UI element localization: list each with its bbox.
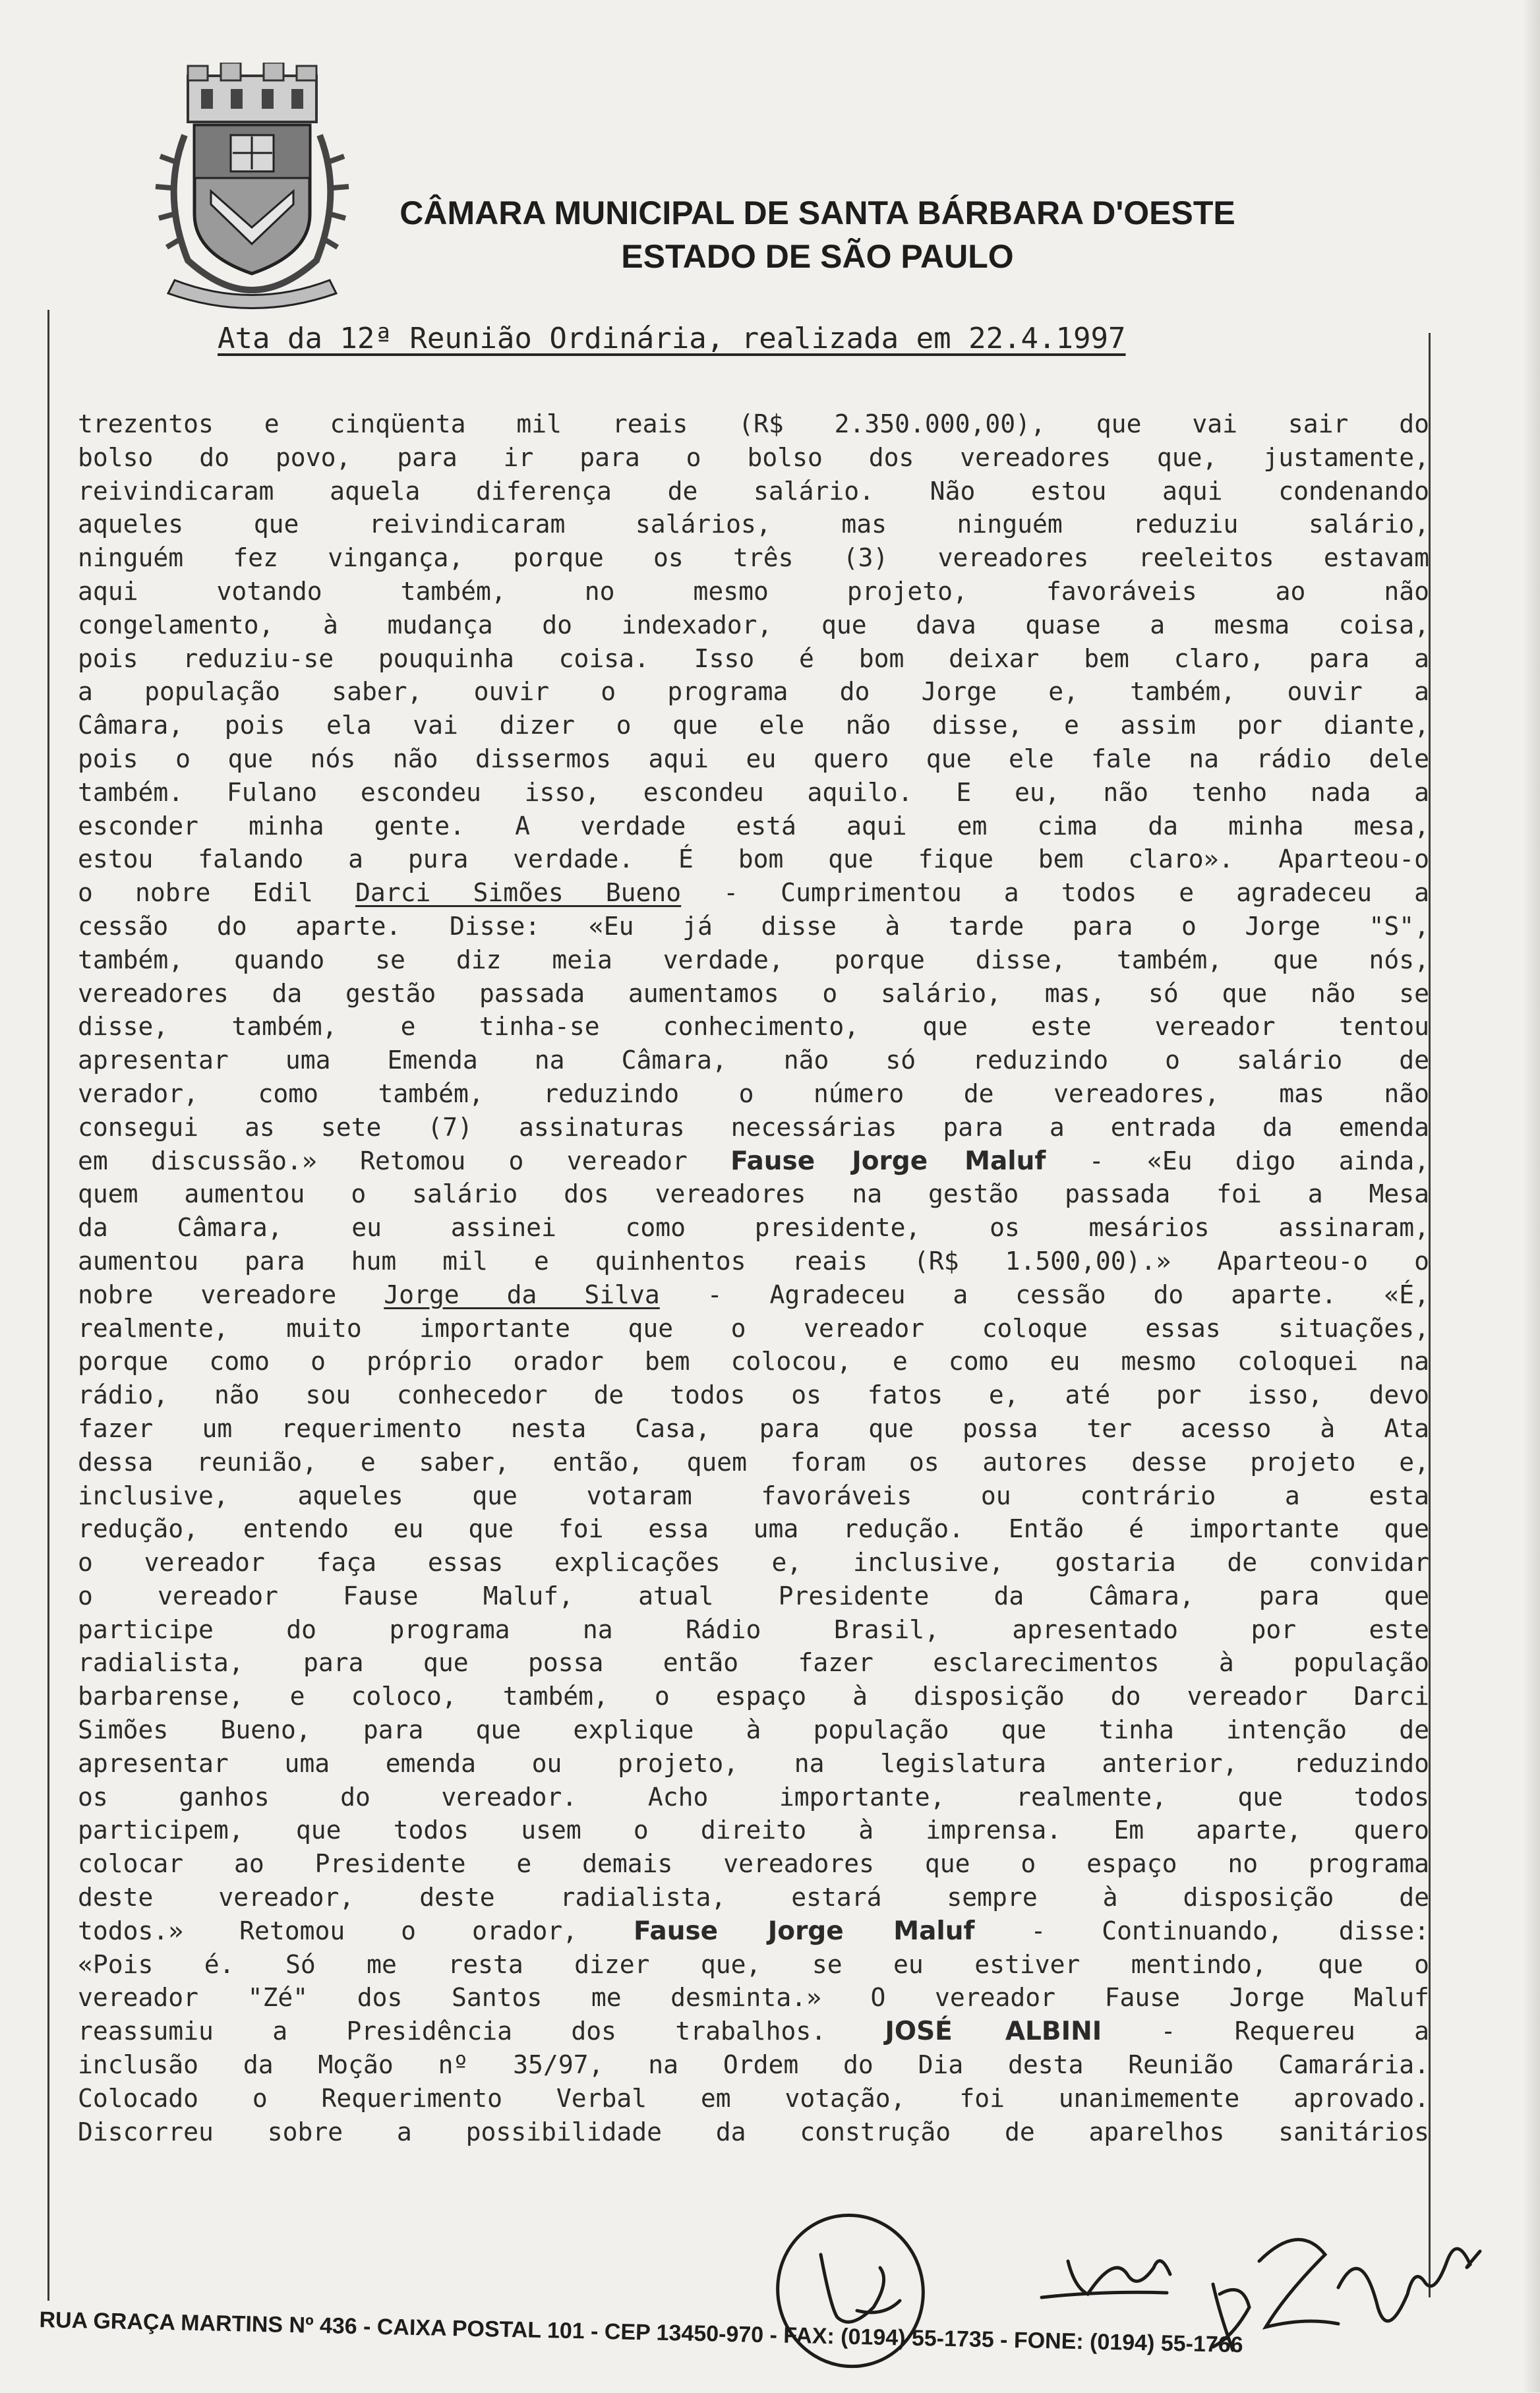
text-line bbox=[78, 776, 1429, 810]
text-segment: pois o que nós não dissermos aqui eu quero que ele fale na rádio dele bbox=[78, 744, 1429, 773]
text-segment: inclusão da Moção nº 35/97, na Ordem do Dia desta Reunião Camarária. bbox=[78, 2050, 1429, 2080]
text-line bbox=[78, 1479, 1429, 1513]
text-segment: em discussão.» Retomou o vereador bbox=[78, 1146, 731, 1175]
text-segment: nobre vereadore bbox=[78, 1280, 384, 1309]
text-line bbox=[78, 1111, 1429, 1144]
text-line bbox=[78, 575, 1429, 608]
text-segment: também, quando se diz meia verdade, porque disse, também, que nós, bbox=[78, 945, 1429, 974]
text-segment: - «Eu digo ainda, bbox=[1046, 1146, 1429, 1175]
text-segment: ninguém fez vingança, porque os três (3) vereadores reeleitos estavam bbox=[78, 543, 1429, 573]
text-line bbox=[78, 1177, 1429, 1211]
text-line bbox=[78, 742, 1429, 776]
text-segment: participe do programa na Rádio Brasil, apresentado por este bbox=[78, 1614, 1429, 1644]
text-segment: o vereador Fause Maluf, atual Presidente da Câmara, para que bbox=[78, 1581, 1429, 1610]
page-edge bbox=[1523, 0, 1540, 2392]
text-segment: reivindicaram aquela diferença de salário. Não estou aqui condenando bbox=[78, 476, 1429, 506]
text-segment: rádio, não sou conhecedor de todos os fatos e, até por isso, devo bbox=[78, 1380, 1429, 1410]
text-segment: o vereador faça essas explicações e, inclusive, gostaria de convidar bbox=[78, 1548, 1429, 1578]
text-line bbox=[78, 441, 1429, 475]
text-line bbox=[78, 1881, 1429, 1914]
text-line bbox=[78, 1345, 1429, 1378]
text-line bbox=[78, 1044, 1429, 1077]
text-segment: reassumiu a Presidência dos trabalhos. bbox=[78, 2017, 885, 2046]
text-line bbox=[78, 1781, 1429, 1814]
text-segment: consegui as sete (7) assinaturas necessárias para a entrada da emenda bbox=[78, 1112, 1429, 1142]
text-segment: aqueles que reivindicaram salários, mas ninguém reduziu salário, bbox=[78, 510, 1429, 539]
text-line bbox=[78, 810, 1429, 843]
text-segment: trezentos e cinqüenta mil reais (R$ 2.350.000,00), que vai sair do bbox=[78, 409, 1429, 438]
text-line bbox=[78, 876, 1429, 910]
text-segment: - Continuando, disse: bbox=[974, 1916, 1429, 1945]
text-segment: esconder minha gente. A verdade está aqui em cima da minha mesa, bbox=[78, 811, 1429, 841]
text-segment: barbarense, e coloco, também, o espaço à disposição do vereador Darci bbox=[78, 1682, 1429, 1711]
text-line bbox=[78, 2015, 1429, 2048]
text-segment: aqui votando também, no mesmo projeto, favoráveis ao não bbox=[78, 576, 1429, 606]
text-segment: Simões Bueno, para que explique à população que tinha intenção de bbox=[78, 1715, 1429, 1745]
text-segment: aumentou para hum mil e quinhentos reais (R$ 1.500,00).» Aparteou-o o bbox=[78, 1246, 1429, 1276]
text-segment: dessa reunião, e saber, então, quem foram os autores desse projeto e, bbox=[78, 1447, 1429, 1477]
text-line bbox=[78, 2082, 1429, 2115]
text-segment: também. Fulano escondeu isso, escondeu aquilo. E eu, não tenho nada a bbox=[78, 777, 1429, 807]
text-segment: Câmara, pois ela vai dizer o que ele não disse, e assim por diante, bbox=[78, 711, 1429, 740]
text-segment: fazer um requerimento nesta Casa, para que possa ter acesso à Ata bbox=[78, 1413, 1429, 1443]
text-line bbox=[78, 1680, 1429, 1713]
text-segment: redução, entendo eu que foi essa uma redução. Então é importante que bbox=[78, 1514, 1429, 1544]
text-line bbox=[78, 1245, 1429, 1278]
text-line bbox=[78, 541, 1429, 575]
text-line bbox=[78, 1580, 1429, 1613]
header-title bbox=[396, 191, 1239, 278]
speaker-name: Fause Jorge Maluf bbox=[730, 1146, 1046, 1176]
text-segment: verador, como também, reduzindo o número de vereadores, mas não bbox=[78, 1078, 1429, 1108]
text-segment: pois reduziu-se pouquinha coisa. Isso é bom deixar bem claro, para a bbox=[78, 643, 1429, 673]
text-line bbox=[78, 1144, 1429, 1178]
speaker-name: JOSÉ ALBINI bbox=[885, 2017, 1102, 2047]
minutes-body bbox=[78, 407, 1429, 2148]
text-line bbox=[78, 1646, 1429, 1680]
text-line bbox=[78, 1613, 1429, 1647]
text-segment: deste vereador, deste radialista, estará sempre à disposição de bbox=[78, 1883, 1429, 1912]
text-segment: da Câmara, eu assinei como presidente, os mesários assinaram, bbox=[78, 1213, 1429, 1243]
text-line bbox=[78, 1312, 1429, 1345]
text-segment: todos.» Retomou o orador, bbox=[78, 1916, 634, 1945]
frame-left-rule bbox=[47, 310, 49, 2301]
state-name: ESTADO DE SÃO PAULO bbox=[621, 238, 1014, 275]
text-segment: realmente, muito importante que o vereador coloque essas situações, bbox=[78, 1313, 1429, 1343]
text-segment: disse, também, e tinha-se conhecimento, que este vereador tentou bbox=[78, 1012, 1429, 1042]
text-line bbox=[78, 1278, 1429, 1312]
text-line bbox=[78, 1077, 1429, 1111]
text-line bbox=[78, 1814, 1429, 1847]
underlined-name: Jorge da Silva bbox=[384, 1280, 660, 1309]
text-segment: participem, que todos usem o direito à imprensa. Em aparte, quero bbox=[78, 1816, 1429, 1845]
text-line bbox=[78, 1847, 1429, 1881]
text-line bbox=[78, 475, 1429, 508]
text-segment: o nobre Edil bbox=[78, 878, 355, 908]
institution-name: CÂMARA MUNICIPAL DE SANTA BÁRBARA D'OESTE bbox=[400, 194, 1235, 231]
text-line bbox=[78, 943, 1429, 977]
footer-address: RUA GRAÇA MARTINS Nº 436 - CAIXA POSTAL 101 - CEP 13450-970 - FAX: (0194) 55-1735 - FONE: (0194) 55-1766 bbox=[39, 2307, 1243, 2358]
text-segment: - Requereu a bbox=[1102, 2017, 1429, 2046]
text-line bbox=[78, 1412, 1429, 1446]
text-line bbox=[78, 977, 1429, 1011]
text-line bbox=[78, 2115, 1429, 2149]
text-segment: Discorreu sobre a possibilidade da construção de aparelhos sanitários bbox=[78, 2117, 1429, 2146]
text-segment: colocar ao Presidente e demais vereadores que o espaço no programa bbox=[78, 1849, 1429, 1879]
text-line bbox=[78, 1512, 1429, 1546]
text-segment: - Cumprimentou a todos e agradeceu a bbox=[681, 878, 1429, 908]
text-segment: - Agradeceu a cessão do aparte. «É, bbox=[659, 1280, 1429, 1309]
text-line bbox=[78, 508, 1429, 541]
text-line bbox=[78, 1211, 1429, 1245]
text-line bbox=[78, 1010, 1429, 1044]
text-line bbox=[78, 1446, 1429, 1479]
text-segment: os ganhos do vereador. Acho importante, realmente, que todos bbox=[78, 1782, 1429, 1812]
text-line bbox=[78, 1546, 1429, 1580]
text-line bbox=[78, 608, 1429, 642]
text-line bbox=[78, 842, 1429, 876]
text-segment: apresentar uma Emenda na Câmara, não só reduzindo o salário de bbox=[78, 1046, 1429, 1075]
text-line bbox=[78, 709, 1429, 742]
text-line bbox=[78, 1713, 1429, 1747]
text-segment: bolso do povo, para ir para o bolso dos vereadores que, justamente, bbox=[78, 442, 1429, 472]
text-segment: radialista, para que possa então fazer esclarecimentos à população bbox=[78, 1648, 1429, 1678]
text-line bbox=[78, 1378, 1429, 1412]
text-line bbox=[78, 2048, 1429, 2082]
text-segment: Colocado o Requerimento Verbal em votação, foi unanimemente aprovado. bbox=[78, 2083, 1429, 2113]
text-segment: inclusive, aqueles que votaram favoráveis ou contrário a esta bbox=[78, 1481, 1429, 1510]
text-segment: vereadores da gestão passada aumentamos o salário, mas, só que não se bbox=[78, 978, 1429, 1008]
text-line bbox=[78, 675, 1429, 709]
text-segment: porque como o próprio orador bem colocou, e como eu mesmo coloquei na bbox=[78, 1347, 1429, 1376]
text-line bbox=[78, 1981, 1429, 2015]
text-segment: apresentar uma emenda ou projeto, na legislatura anterior, reduzindo bbox=[78, 1748, 1429, 1778]
text-segment: estou falando a pura verdade. É bom que fique bem claro». Aparteou-o bbox=[78, 844, 1429, 874]
text-line bbox=[78, 407, 1429, 441]
text-line bbox=[78, 1914, 1429, 1948]
text-line bbox=[78, 1948, 1429, 1982]
text-segment: cessão do aparte. Disse: «Eu já disse à tarde para o Jorge "S", bbox=[78, 911, 1429, 941]
text-segment: a população saber, ouvir o programa do Jorge e, também, ouvir a bbox=[78, 677, 1429, 707]
text-line bbox=[78, 642, 1429, 676]
text-segment: «Pois é. Só me resta dizer que, se eu estiver mentindo, que o bbox=[78, 1949, 1429, 1979]
text-segment: quem aumentou o salário dos vereadores na gestão passada foi a Mesa bbox=[78, 1179, 1429, 1209]
speaker-name: Fause Jorge Maluf bbox=[634, 1916, 975, 1946]
text-segment: vereador "Zé" dos Santos me desminta.» O vereador Fause Jorge Maluf bbox=[78, 1983, 1429, 2013]
municipal-coat-of-arms-icon bbox=[148, 63, 356, 313]
text-segment: congelamento, à mudança do indexador, que dava quase a mesma coisa, bbox=[78, 610, 1429, 639]
text-line bbox=[78, 1747, 1429, 1781]
minutes-title: Ata da 12ª Reunião Ordinária, realizada em 22.4.1997 bbox=[218, 322, 1126, 355]
underlined-name: Darci Simões Bueno bbox=[355, 878, 682, 908]
text-line bbox=[78, 910, 1429, 943]
